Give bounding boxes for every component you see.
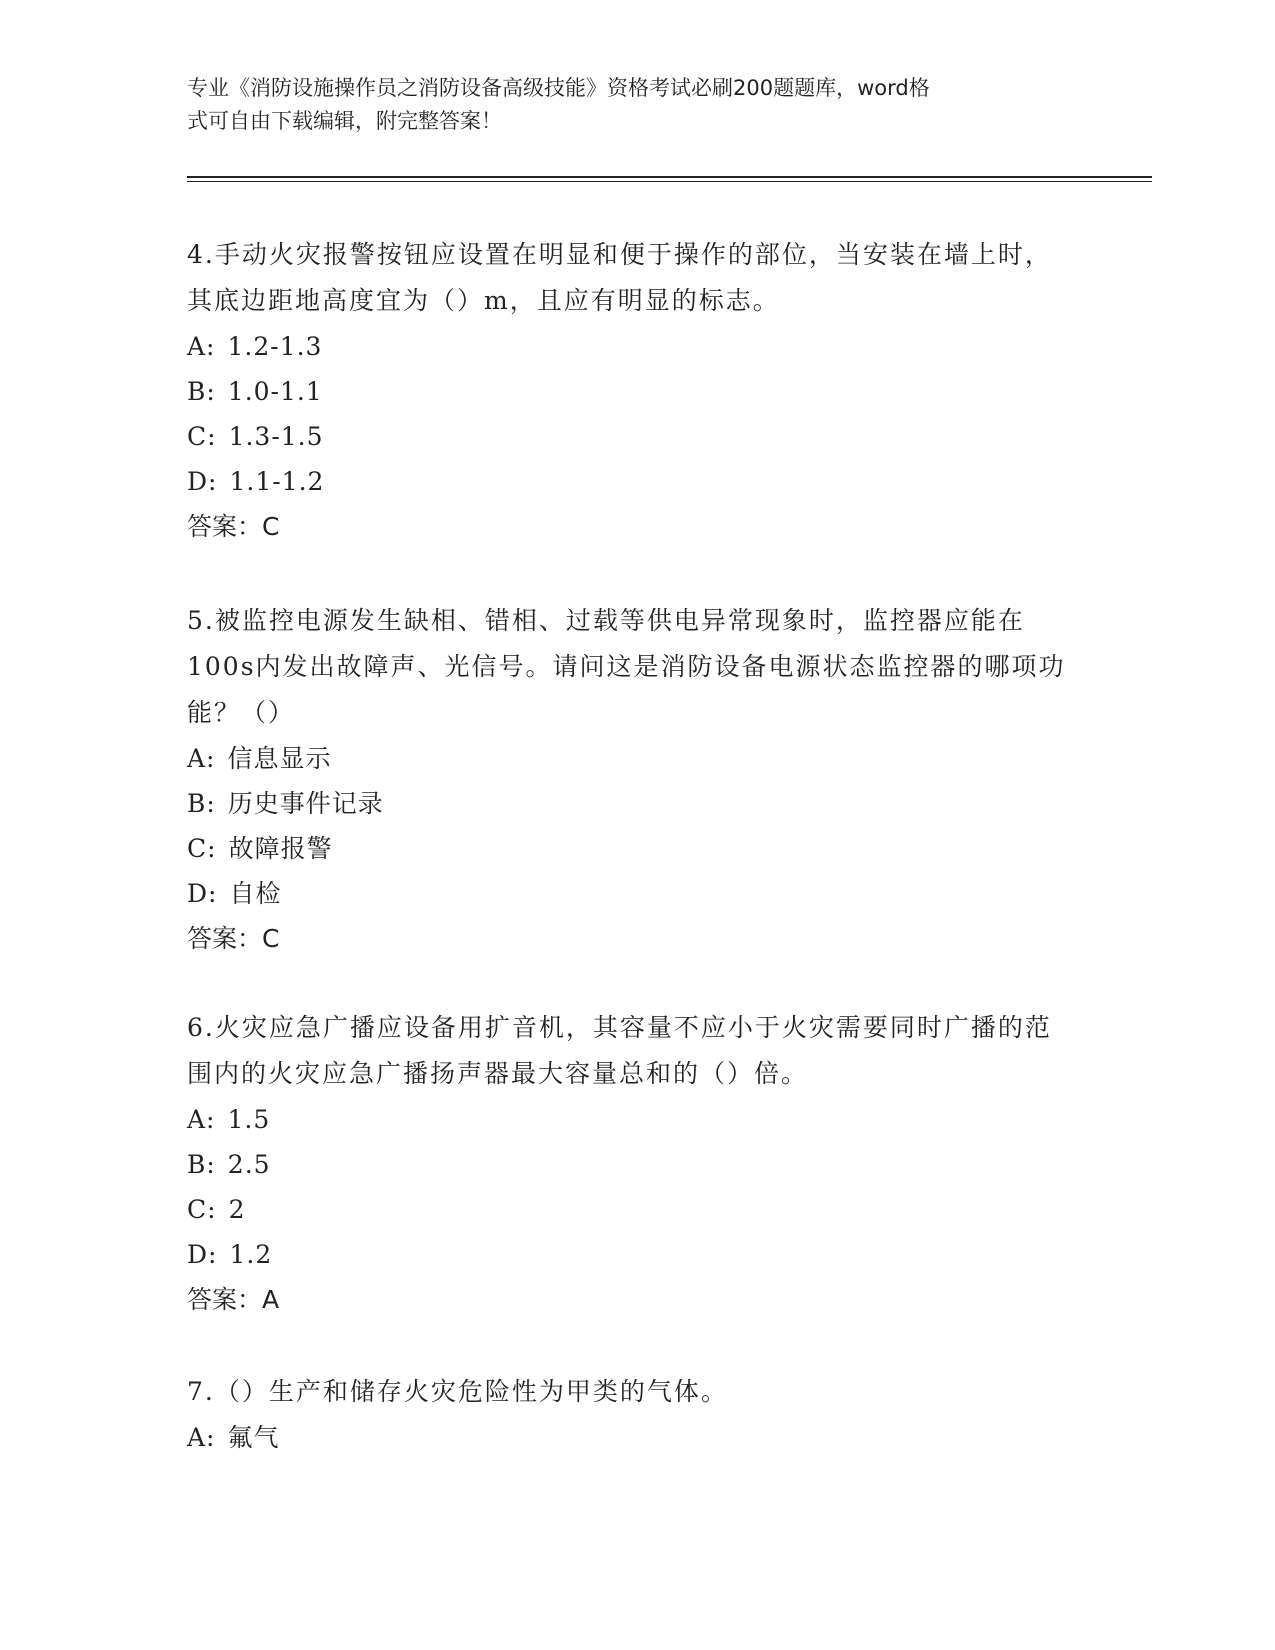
option-text: 2 (228, 1195, 246, 1224)
option-c (187, 414, 1067, 459)
option-key: C: (187, 1195, 217, 1224)
question-5 (187, 598, 1067, 961)
option-key: C: (187, 834, 217, 863)
option-key: B: (187, 377, 216, 406)
document-header (187, 72, 1067, 138)
option-key: C: (187, 422, 217, 451)
question-stem: 7.（）生产和储存火灾危险性为甲类的气体。 (187, 1377, 728, 1406)
option-key: B: (187, 789, 216, 818)
answer-line (187, 1277, 1067, 1322)
option-text: 1.2 (229, 1240, 273, 1269)
option-text: 2.5 (227, 1150, 271, 1179)
header-line-2: 式可自由下载编辑，附完整答案！ (187, 109, 502, 133)
answer-value: C (262, 512, 280, 541)
answer-line (187, 916, 1067, 961)
header-divider-thick (187, 176, 1152, 178)
option-a (187, 1415, 1067, 1460)
option-key: D: (187, 879, 218, 908)
option-text: 历史事件记录 (227, 789, 384, 818)
question-stem: 5.被监控电源发生缺相、错相、过载等供电异常现象时，监控器应能在100s内发出故障声、光信号。请问这是消防设备电源状态监控器的哪项功能？（） (187, 606, 1066, 727)
option-key: A: (187, 1423, 216, 1452)
option-text: 信息显示 (227, 744, 332, 773)
option-d (187, 459, 1067, 504)
option-key: B: (187, 1150, 216, 1179)
option-a (187, 324, 1067, 369)
option-text: 1.3-1.5 (228, 422, 324, 451)
question-7 (187, 1369, 1067, 1460)
option-text: 自检 (229, 879, 282, 908)
option-key: A: (187, 332, 216, 361)
option-a (187, 736, 1067, 781)
question-4 (187, 232, 1067, 549)
option-text: 故障报警 (228, 834, 333, 863)
option-text: 1.5 (227, 1105, 271, 1134)
header-line-1: 专业《消防设施操作员之消防设备高级技能》资格考试必刷200题题库，word格 (187, 76, 930, 100)
option-c (187, 826, 1067, 871)
answer-value: C (262, 924, 280, 953)
option-d (187, 871, 1067, 916)
option-key: A: (187, 1105, 216, 1134)
option-text: 1.1-1.2 (229, 467, 325, 496)
option-text: 1.2-1.3 (227, 332, 323, 361)
option-key: D: (187, 467, 218, 496)
question-6 (187, 1005, 1067, 1322)
option-b (187, 369, 1067, 414)
option-b (187, 781, 1067, 826)
option-d (187, 1232, 1067, 1277)
option-key: D: (187, 1240, 218, 1269)
header-divider-thin (187, 181, 1152, 182)
question-stem: 4.手动火灾报警按钮应设置在明显和便于操作的部位，当安装在墙上时，其底边距地高度宜为（）m，且应有明显的标志。 (187, 240, 1052, 315)
option-text: 1.0-1.1 (227, 377, 323, 406)
answer-value: A (262, 1285, 280, 1314)
option-a (187, 1097, 1067, 1142)
question-stem: 6.火灾应急广播应设备用扩音机，其容量不应小于火灾需要同时广播的范围内的火灾应急广播扬声器最大容量总和的（）倍。 (187, 1013, 1052, 1088)
answer-label: 答案： (187, 512, 263, 541)
answer-line (187, 504, 1067, 549)
option-c (187, 1187, 1067, 1232)
answer-label: 答案： (187, 1285, 263, 1314)
option-b (187, 1142, 1067, 1187)
option-key: A: (187, 744, 216, 773)
answer-label: 答案： (187, 924, 263, 953)
option-text: 氟气 (227, 1423, 280, 1452)
